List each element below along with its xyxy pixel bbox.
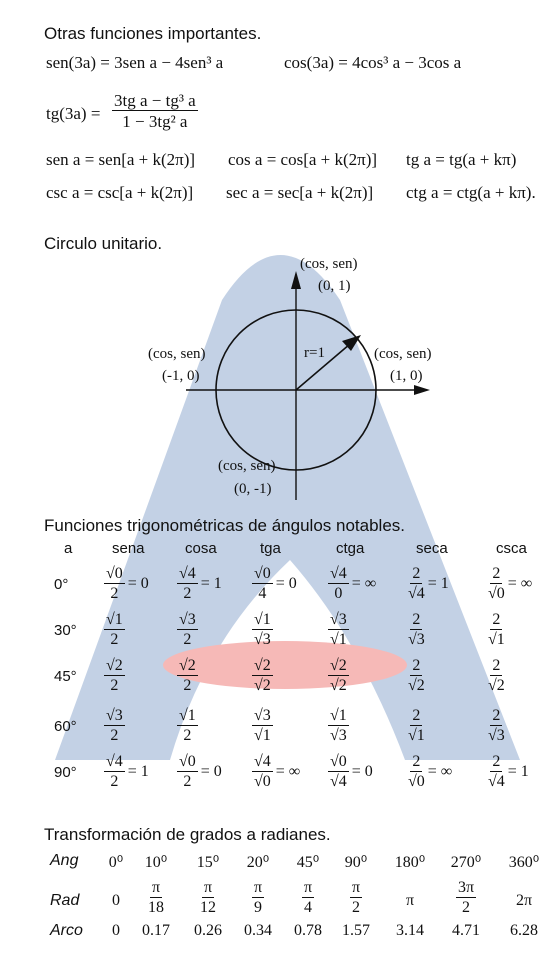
fraction-result: = 0 xyxy=(200,763,222,780)
fraction-numerator: √0 xyxy=(254,565,271,582)
x-axis-arrow xyxy=(414,385,430,395)
fraction-denominator: √1 xyxy=(254,727,271,744)
arc-value: 3.14 xyxy=(396,922,424,939)
table-header-seca: seca xyxy=(416,540,448,557)
fraction-denominator: 2 xyxy=(183,585,192,602)
fraction-numerator: 2 xyxy=(412,753,421,770)
fraction-numerator: √1 xyxy=(179,707,196,724)
radians-label-ang: Ang xyxy=(50,852,79,869)
fraction xyxy=(328,754,349,790)
fraction-denominator: 2 xyxy=(110,677,119,694)
fraction-denominator: √4 xyxy=(330,773,347,790)
periodicity-tg: tg a = tg(a + kπ) xyxy=(406,150,517,169)
tg3a-denominator: 1 − 3tg² a xyxy=(122,112,188,131)
fraction xyxy=(328,566,349,602)
arc-value: 0 xyxy=(112,922,120,939)
table-row-angle: 45° xyxy=(54,668,77,685)
fraction-denominator: √3 xyxy=(408,631,425,648)
table-cell-sena xyxy=(104,658,125,694)
fraction xyxy=(104,754,125,790)
fraction xyxy=(408,708,425,744)
table-cell-cosa xyxy=(177,658,198,694)
fraction xyxy=(408,566,425,602)
fraction-numerator: √2 xyxy=(106,657,123,674)
table-cell-seca xyxy=(408,566,449,602)
fraction xyxy=(328,658,349,694)
fraction-numerator: √3 xyxy=(179,611,196,628)
fraction xyxy=(104,708,125,744)
fraction-denominator: √0 xyxy=(488,585,505,602)
radian-fraction xyxy=(294,880,322,916)
fraction xyxy=(252,566,273,602)
arc-value: 6.28 xyxy=(510,922,538,939)
fraction xyxy=(408,754,425,790)
radian-numerator: π xyxy=(303,879,313,896)
table-cell-seca xyxy=(408,612,425,648)
table-cell-tga xyxy=(252,754,300,790)
table-row-angle: 90° xyxy=(54,764,77,781)
radian-fraction xyxy=(452,880,480,916)
table-cell-csca xyxy=(488,754,529,790)
bottom-coord: (0, -1) xyxy=(234,481,272,497)
fraction xyxy=(177,612,198,648)
radian-numerator: 3π xyxy=(457,879,475,896)
fraction-denominator: √4 xyxy=(408,585,425,602)
table-cell-tga xyxy=(252,708,273,744)
radian-numerator: π xyxy=(253,879,263,896)
fraction-numerator: 2 xyxy=(412,707,421,724)
table-row-angle: 60° xyxy=(54,718,77,735)
table-cell-cosa xyxy=(177,754,222,790)
fraction-denominator: √2 xyxy=(330,677,347,694)
fraction xyxy=(488,566,505,602)
fraction xyxy=(104,658,125,694)
fraction-numerator: √2 xyxy=(330,657,347,674)
radian-numerator: π xyxy=(203,879,213,896)
top-label: (cos, sen) xyxy=(300,256,358,272)
angle-value: 270⁰ xyxy=(450,854,482,871)
arc-value: 0.26 xyxy=(194,922,222,939)
table-cell-seca xyxy=(408,708,425,744)
fraction-numerator: √1 xyxy=(106,611,123,628)
radians-label-arco: Arco xyxy=(50,922,83,939)
fraction xyxy=(408,612,425,648)
fraction xyxy=(252,658,273,694)
fraction-denominator: √1 xyxy=(408,727,425,744)
fraction-denominator: 2 xyxy=(183,727,192,744)
radian-value: 0 xyxy=(112,892,120,909)
arc-value: 0.17 xyxy=(142,922,170,939)
fraction-denominator: 2 xyxy=(183,631,192,648)
fraction xyxy=(252,708,273,744)
fraction-numerator: √4 xyxy=(106,753,123,770)
radian-denominator: 4 xyxy=(304,899,312,916)
fraction xyxy=(177,754,198,790)
fraction-numerator: √0 xyxy=(106,565,123,582)
fraction-numerator: 2 xyxy=(492,707,501,724)
fraction xyxy=(177,658,198,694)
radian-fraction xyxy=(244,880,272,916)
fraction-numerator: √4 xyxy=(330,565,347,582)
fraction-result: = 0 xyxy=(127,575,149,592)
radian-fraction xyxy=(342,880,370,916)
fraction-numerator: 2 xyxy=(412,657,421,674)
section-title-notable-angles: Funciones trigonométricas de ángulos notables. xyxy=(44,516,405,535)
fraction xyxy=(328,612,349,648)
fraction-denominator: 2 xyxy=(183,773,192,790)
fraction-numerator: √2 xyxy=(254,657,271,674)
fraction-denominator: √2 xyxy=(408,677,425,694)
table-cell-csca xyxy=(488,612,505,648)
fraction xyxy=(177,566,198,602)
radian-numerator: π xyxy=(151,879,161,896)
table-header-sena: sena xyxy=(112,540,145,557)
fraction-numerator: √1 xyxy=(330,707,347,724)
table-header-csca: csca xyxy=(496,540,527,557)
radian-numerator: π xyxy=(351,879,361,896)
formula-tg3a-lhs: tg(3a) = xyxy=(46,104,101,123)
fraction-result: = ∞ xyxy=(427,763,453,780)
fraction xyxy=(328,708,349,744)
section-title-radians: Transformación de grados a radianes. xyxy=(44,825,331,844)
radian-value: π xyxy=(405,892,415,909)
fraction-numerator: 2 xyxy=(412,565,421,582)
fraction-denominator: 2 xyxy=(183,677,192,694)
fraction xyxy=(408,658,425,694)
fraction xyxy=(104,566,125,602)
arc-value: 1.57 xyxy=(342,922,370,939)
tg3a-numerator: 3tg a − tg³ a xyxy=(114,91,196,110)
fraction-numerator: 2 xyxy=(492,611,501,628)
periodicity-csc: csc a = csc[a + k(2π)] xyxy=(46,183,194,202)
fraction-numerator: √3 xyxy=(106,707,123,724)
fraction-result: = ∞ xyxy=(275,763,301,780)
fraction-denominator: √2 xyxy=(488,677,505,694)
table-cell-tga xyxy=(252,658,273,694)
fraction-denominator: 4 xyxy=(258,585,267,602)
table-cell-tga xyxy=(252,566,297,602)
table-cell-sena xyxy=(104,708,125,744)
table-header-a: a xyxy=(64,540,73,557)
fraction-denominator: 2 xyxy=(110,631,119,648)
table-row-angle: 30° xyxy=(54,622,77,639)
y-axis-arrow xyxy=(291,271,301,289)
fraction-numerator: 2 xyxy=(492,565,501,582)
angle-value: 45⁰ xyxy=(296,854,320,871)
fraction-denominator: √4 xyxy=(488,773,505,790)
fraction-denominator: √0 xyxy=(408,773,425,790)
fraction-numerator: 2 xyxy=(492,753,501,770)
fraction-numerator: √4 xyxy=(179,565,196,582)
fraction-numerator: 2 xyxy=(492,657,501,674)
fraction-denominator: √1 xyxy=(488,631,505,648)
fraction-numerator: √1 xyxy=(254,611,271,628)
table-cell-cosa xyxy=(177,612,198,648)
table-cell-cosa xyxy=(177,566,222,602)
periodicity-sec: sec a = sec[a + k(2π)] xyxy=(226,183,374,202)
section-title-unit-circle: Circulo unitario. xyxy=(44,234,163,253)
table-cell-csca xyxy=(488,708,505,744)
angle-value: 180⁰ xyxy=(394,854,426,871)
fraction-denominator: √0 xyxy=(254,773,271,790)
table-row-angle: 0° xyxy=(54,576,69,593)
formula-sen3a: sen(3a) = 3sen a − 4sen³ a xyxy=(46,53,224,72)
radian-denominator: 9 xyxy=(254,899,262,916)
fraction-result: = 1 xyxy=(200,575,222,592)
table-cell-ctga xyxy=(328,754,373,790)
table-cell-sena xyxy=(104,566,149,602)
fraction-result: = 0 xyxy=(275,575,297,592)
periodicity-cos: cos a = cos[a + k(2π)] xyxy=(228,150,378,169)
fraction-result: = ∞ xyxy=(351,575,377,592)
right-label: (cos, sen) xyxy=(374,346,432,362)
table-cell-ctga xyxy=(328,566,376,602)
fraction-denominator: 2 xyxy=(110,585,119,602)
angle-value: 20⁰ xyxy=(246,854,270,871)
section-title-functions: Otras funciones importantes. xyxy=(44,24,262,43)
fraction-denominator: √3 xyxy=(254,631,271,648)
table-cell-sena xyxy=(104,612,125,648)
table-cell-ctga xyxy=(328,658,349,694)
arc-value: 0.78 xyxy=(294,922,322,939)
angle-value: 0⁰ xyxy=(108,854,124,871)
table-header-ctga: ctga xyxy=(336,540,365,557)
table-cell-tga xyxy=(252,612,273,648)
fraction-numerator: √4 xyxy=(254,753,271,770)
table-header-cosa: cosa xyxy=(185,540,217,557)
table-cell-csca xyxy=(488,658,505,694)
radian-denominator: 2 xyxy=(462,899,470,916)
fraction-numerator: √3 xyxy=(254,707,271,724)
fraction xyxy=(488,612,505,648)
fraction xyxy=(252,612,273,648)
fraction-result: = ∞ xyxy=(507,575,533,592)
table-cell-csca xyxy=(488,566,532,602)
radian-fraction xyxy=(142,880,170,916)
fraction xyxy=(252,754,273,790)
table-cell-seca xyxy=(408,754,452,790)
left-coord: (-1, 0) xyxy=(162,368,200,384)
table-cell-seca xyxy=(408,658,425,694)
fraction-numerator: √0 xyxy=(330,753,347,770)
angle-value: 10⁰ xyxy=(144,854,168,871)
fraction-denominator: √3 xyxy=(488,727,505,744)
periodicity-sen: sen a = sen[a + k(2π)] xyxy=(46,150,196,169)
periodicity-ctg: ctg a = ctg(a + kπ). xyxy=(406,183,536,202)
table-cell-ctga xyxy=(328,612,349,648)
left-label: (cos, sen) xyxy=(148,346,206,362)
fraction-result: = 1 xyxy=(427,575,449,592)
angle-value: 90⁰ xyxy=(344,854,368,871)
radius-label: r=1 xyxy=(304,345,325,361)
bottom-label: (cos, sen) xyxy=(218,458,276,474)
fraction-denominator: 0 xyxy=(334,585,343,602)
table-cell-sena xyxy=(104,754,149,790)
arc-value: 4.71 xyxy=(452,922,480,939)
table-header-tga: tga xyxy=(260,540,281,557)
fraction-denominator: √2 xyxy=(254,677,271,694)
fraction-numerator: √0 xyxy=(179,753,196,770)
arc-value: 0.34 xyxy=(244,922,272,939)
table-cell-cosa xyxy=(177,708,198,744)
right-coord: (1, 0) xyxy=(390,368,423,384)
fraction-denominator: 2 xyxy=(110,773,119,790)
fraction-result: = 1 xyxy=(507,763,529,780)
top-coord: (0, 1) xyxy=(318,278,351,294)
radian-fraction xyxy=(194,880,222,916)
fraction xyxy=(104,612,125,648)
fraction-numerator: 2 xyxy=(412,611,421,628)
radian-denominator: 12 xyxy=(200,899,216,916)
fraction-numerator: √3 xyxy=(330,611,347,628)
radian-denominator: 2 xyxy=(352,899,360,916)
angle-value: 15⁰ xyxy=(196,854,220,871)
fraction-result: = 0 xyxy=(351,763,373,780)
fraction-denominator: √1 xyxy=(330,631,347,648)
fraction xyxy=(488,658,505,694)
angle-value: 360⁰ xyxy=(508,854,540,871)
fraction-denominator: √3 xyxy=(330,727,347,744)
table-cell-ctga xyxy=(328,708,349,744)
fraction xyxy=(488,708,505,744)
radians-label-rad: Rad xyxy=(50,892,80,909)
radian-value: 2π xyxy=(515,892,533,909)
radian-denominator: 18 xyxy=(148,899,164,916)
formula-cos3a: cos(3a) = 4cos³ a − 3cos a xyxy=(284,53,462,72)
fraction-result: = 1 xyxy=(127,763,149,780)
fraction xyxy=(177,708,198,744)
fraction-denominator: 2 xyxy=(110,727,119,744)
fraction-numerator: √2 xyxy=(179,657,196,674)
fraction xyxy=(488,754,505,790)
